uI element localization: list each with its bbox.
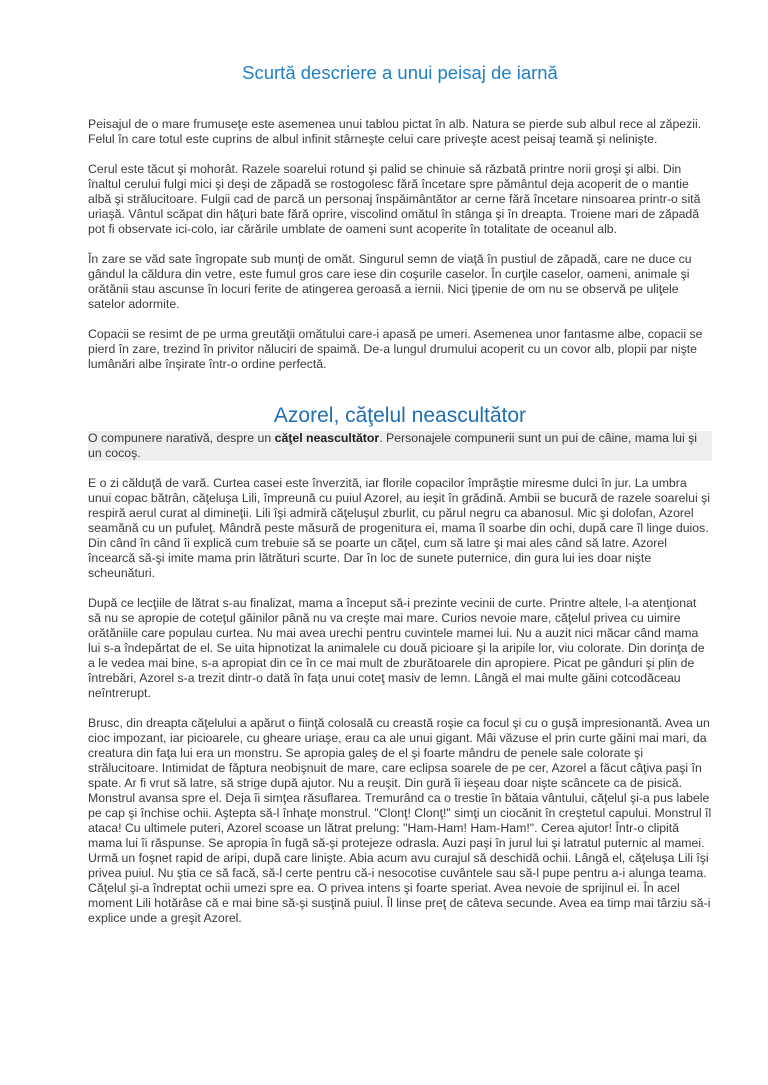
paragraph-4: Copacii se resimt de pe urma greutăţii omătului care-i apasă pe umeri. Asemenea unor fantasme albe, copacii se pierd în zare, trezind în privitor năluciri de spaimă. De-a lungul drumului acoperit cu un covor alb, plopii par nişte lumânări albe înşirate într-o ordine perfectă. (88, 327, 703, 371)
paragraph-2: Cerul este tăcut şi mohorât. Razele soarelui rotund şi palid se chinuie să răzbată printre norii groşi şi albi. Din înaltul cerului fulgi mici şi deşi de zăpadă se rostogolesc fără încetare spre pământul deja acoperit de o mantie albă şi strălucitoare. Fulgii cad de parcă un personaj înspăimântător ar cerne fără încetare ninsoarea printr-o sită uriaşă. Vântul scăpat din hăţuri bate fără oprire, viscolind omătul în stânga şi în dreapta. Troiene mari de zăpadă pot fi observate ici-colo, iar cărările umblate de oameni sunt acoperite în totalitate de oceanul alb. (88, 162, 701, 236)
intro-bold-text: căţel neascultător (274, 431, 380, 445)
section-azorel (88, 431, 712, 926)
story-paragraph-1: E o zi călduţă de vară. Curtea casei este înverzită, iar florile copacilor împrăştie miresme dulci în jur. La umbra unui copac bătrân, căţeluşa Lili, împreună cu puiul Azorel, au ieşit în grădină. Ambii se bucură de razele soarelui şi respiră aerul curat al dimineţii. Lili îşi admiră căţeluşul zburlit, cu părul negru ca abanosul. Mic şi dolofan, Azorel seamănă cu un pufuleţ. Mândră peste măsură de progenitura ei, mama îl soarbe din ochi, după care îl linge duios. Din când în când îi explică cum trebuie să se poarte un căţel, cum să latre şi mai ales când să latre. Azorel încearcă să-şi imite mama prin lătrături scurte. Dar în loc de sunete puternice, din gura lui ies doar nişte scheunături. (88, 476, 711, 580)
intro-text-start: O compunere narativă, despre un (88, 431, 275, 445)
story-paragraph-2: După ce lecţiile de lătrat s-au finalizat, mama a început să-i prezinte vecinii de curte. Printre altele, l-a atenţionat să nu se apropie de coteţul găinilor până nu va creşte mai mare. Curios nevoie mare, căţelul privea cu uimire orătăniile care populau curtea. Nu mai avea urechi pentru cuvintele mamei lui. Nu a auzit nici măcar când mama lui s-a îndepărtat de el. Se uita hipnotizat la animalele cu două picioare şi la aripile lor, viu colorate. Din dorinţa de a le vedea mai bine, s-a apropiat din ce în ce mai mult de zburătoarele din apropiere. Picat pe gânduri şi plin de întrebări, Azorel s-a trezit dintr-o dată în faţa unui coteţ masiv de lemn. Lângă el mai multe găini cotcodăceau neîntrerupt. (88, 596, 705, 700)
document-page (0, 61, 768, 1085)
intro-text-end: . Personajele compunerii sunt un pui de câine, mama lui şi un cocoş. (88, 431, 698, 460)
section-winter-landscape (88, 117, 712, 372)
intro-paragraph (88, 431, 712, 461)
story-paragraph-3: Brusc, din dreapta căţelului a apărut o fiinţă colosală cu creastă roşie ca focul şi cu o guşă impresionantă. Avea un cioc impozant, iar picioarele, cu gheare uriaşe, erau ca ale unui gigant. Mâi văzuse el prin curte găini mai mari, da creatura din faţa lui era un monstru. Se apropia galeş de el şi foarte mândru de penele sale colorate şi strălucitoare. Intimidat de făptura neobişnuit de mare, care eclipsa soarele de pe cer, Azorel a făcut câţiva paşi în spate. Ar fi vrut să latre, să strige după ajutor. Nu a reuşit. Din gură îi ieşeau doar nişte scâncete ca de pisică. Monstrul avansa spre el. Deja îi simţea răsuflarea. Tremurând ca o trestie în bătaia vântului, căţelul şi-a pus labele pe cap şi închise ochii. Aştepta să-l înhaţe monstrul. "Clonţ! Clonţ!" simţi un ciocănit în creştetul capului. Monstrul îl ataca! Cu ultimele puteri, Azorel scoase un lătrat prelung: "Ham-Ham! Ham-Ham!". Cerea ajutor! Într-o clipită mama lui îi răspunse. Se apropia în fugă să-şi protejeze odrasla. Auzi paşi în jurul lui şi latratul puternic al mamei. Urmă un foşnet rapid de aripi, după care linişte. Abia acum avu curajul să deschidă ochii. Lângă el, căţeluşa Lili îşi privea puiul. Nu ştia ce să facă, să-l certe pentru că-i nesocotise cuvântele sau să-l pupe pentru a-i alunga teama. Căţelul şi-a îndreptat ochii umezi spre ea. O privea intens şi foarte speriat. Avea nevoie de sprijinul ei. În acel moment Lili hotărâse că e mai bine să-şi susţină puiul. Îl linse preţ de câteva secunde. Avea ea timp mai târziu să-i explice unde a greşit Azorel. (88, 716, 712, 925)
paragraph-3: În zare se văd sate îngropate sub munţi de omăt. Singurul semn de viaţă în pustiul de zăpadă, care ne duce cu gândul la căldura din vetre, este fumul gros care iese din coşurile caselor. În curţile caselor, oameni, animale şi orătănii stau ascunse în locuri ferite de atingerea geroasă a iernii. Nici ţipenie de om nu se observă pe uliţele satelor adormite. (88, 252, 692, 311)
title-winter-landscape: Scurtă descriere a unui peisaj de iarnă (242, 62, 558, 83)
title-azorel: Azorel, căţelul neascultător (273, 404, 527, 427)
paragraph-1: Peisajul de o mare frumuseţe este asemenea unui tablou pictat în alb. Natura se pierde sub albul rece al zăpezii. Felul în care totul este cuprins de albul infinit stârneşte celui care priveşte acest peisaj teamă şi nelinişte. (88, 117, 702, 146)
